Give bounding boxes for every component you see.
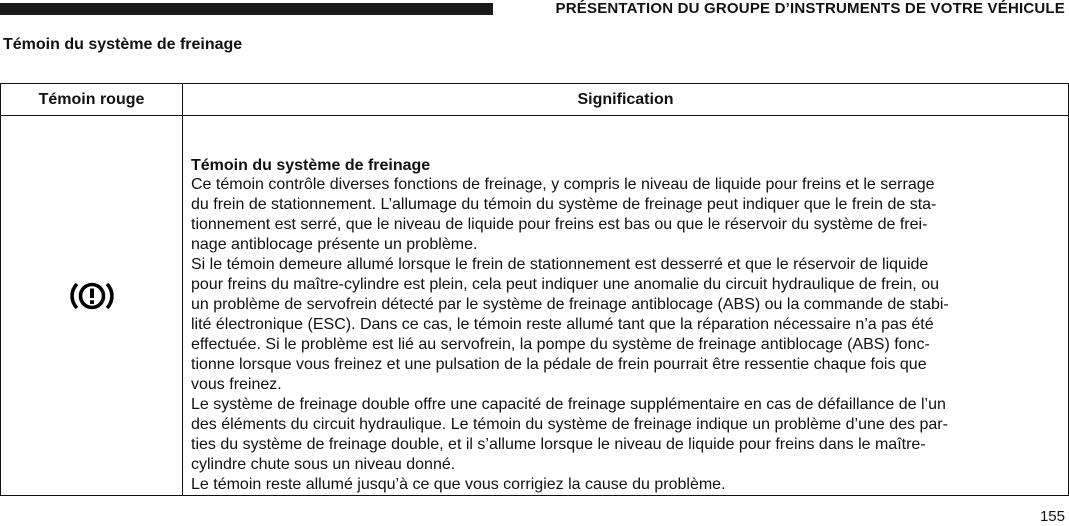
description-line: cylindre chute sous un niveau donné. bbox=[191, 456, 456, 473]
icon-cell bbox=[1, 116, 183, 496]
column-header-red-light: Témoin rouge bbox=[1, 84, 183, 116]
description-line: pour freins du maître-cylindre est plein, cela peut indiquer une anomalie du circuit hydraulique de frein, ou bbox=[191, 276, 939, 293]
brake-warning-icon bbox=[66, 279, 118, 313]
description-text bbox=[191, 175, 1046, 495]
description-title: Témoin du système de freinage bbox=[191, 157, 431, 174]
description-line: tionne lorsque vous freinez et une pulsation de la pédale de frein pourrait être ressentie chaque fois que bbox=[191, 356, 927, 373]
description-line: effectuée. Si le problème est lié au servofrein, la pompe du système de freinage antiblocage (ABS) fonc- bbox=[191, 336, 930, 353]
description-line: Si le témoin demeure allumé lorsque le frein de stationnement est desserré et que le réservoir de liquide bbox=[191, 256, 929, 273]
description-line: du frein de stationnement. L’allumage du témoin du système de freinage peut indiquer que le frein de sta- bbox=[191, 196, 937, 213]
description-line: vous freinez. bbox=[191, 376, 282, 393]
description-line: des éléments du circuit hydraulique. Le témoin du système de freinage indique un problème d’une des par- bbox=[191, 416, 948, 433]
running-head: PRÉSENTATION DU GROUPE D’INSTRUMENTS DE VOTRE VÉHICULE bbox=[555, 0, 1065, 17]
description-line: Le système de freinage double offre une capacité de freinage supplémentaire en cas de défaillance de l’un bbox=[191, 396, 946, 413]
description-line: Le témoin reste allumé jusqu’à ce que vous corrigiez la cause du problème. bbox=[191, 476, 726, 493]
column-header-meaning: Signification bbox=[183, 84, 1069, 116]
description-line: Ce témoin contrôle diverses fonctions de freinage, y compris le niveau de liquide pour freins et le serrage bbox=[191, 176, 935, 193]
table-header-row bbox=[1, 84, 1069, 116]
table-row bbox=[1, 116, 1069, 496]
description-cell bbox=[183, 116, 1069, 496]
section-title: Témoin du système de freinage bbox=[3, 36, 243, 53]
description-line: tionnement est serré, que le niveau de liquide pour freins est bas ou que le réservoir du système de frei- bbox=[191, 216, 928, 233]
description-line: un problème de servofrein détecté par le système de freinage antiblocage (ABS) ou la commande de stabi- bbox=[191, 296, 949, 313]
warning-light-table bbox=[0, 83, 1069, 496]
header-rule bbox=[0, 3, 493, 15]
description-line: lité électronique (ESC). Dans ce cas, le témoin reste allumé tant que la réparation nécessaire n’a pas été bbox=[191, 316, 934, 333]
description-line: ties du système de freinage double, et il s’allume lorsque le niveau de liquide pour freins dans le maître- bbox=[191, 436, 926, 453]
page-number: 155 bbox=[1039, 508, 1065, 525]
description-line: nage antiblocage présente un problème. bbox=[191, 236, 478, 253]
